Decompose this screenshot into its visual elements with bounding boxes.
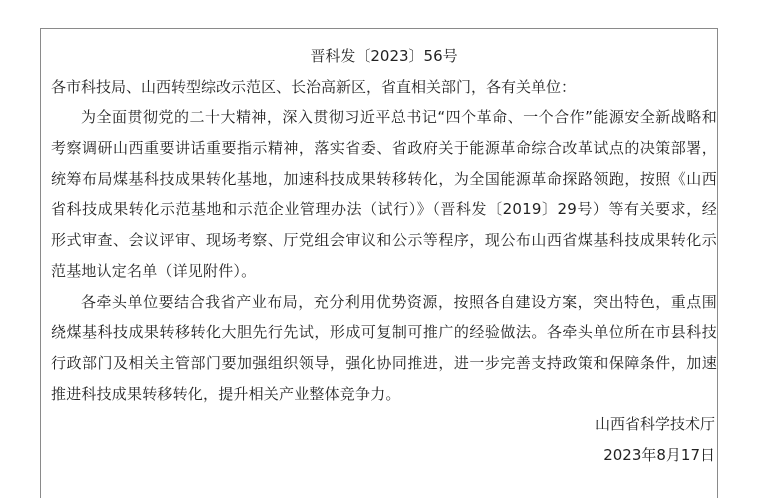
addressee-line: 各市科技局、山西转型综改示范区、长治高新区，省直相关部门，各有关单位： <box>51 77 577 96</box>
issue-date: 2023年8月17日 <box>603 446 715 465</box>
issuing-authority: 山西省科学技术厅 <box>594 415 715 434</box>
paragraph-1: 为全面贯彻党的二十大精神，深入贯彻习近平总书记“四个革命、一个合作”能源安全新战略和考察调研山西重要讲话重要指示精神，落实省委、省政府关于能源革命综合改革试点的决策部署，统筹布局煤基科技成果转化基地，加速科技成果转移转化，为全国能源革命探路领跑，按照《山西省科技成果转化示范基地和示范企业管理办法（试行）》（晋科发〔2019〕29号）等有关要求，经形式审查、会议评审、现场考察、厅党组会审议和公示等程序，现公布山西省煤基科技成果转化示范基地认定名单（详见附件）。 <box>51 108 717 280</box>
paragraph-2: 各牵头单位要结合我省产业布局，充分利用优势资源，按照各自建设方案，突出特色，重点围绕煤基科技成果转移转化大胆先行先试，形成可复制可推广的经验做法。各牵头单位所在市县科技行政部门及相关主管部门要加强组织领导，强化协同推进，进一步完善支持政策和保障条件，加速推进科技成果转移转化，提升相关产业整体竞争力。 <box>51 292 717 403</box>
document-body <box>51 41 717 471</box>
document-number: 晋科发〔2023〕56号 <box>310 47 458 65</box>
